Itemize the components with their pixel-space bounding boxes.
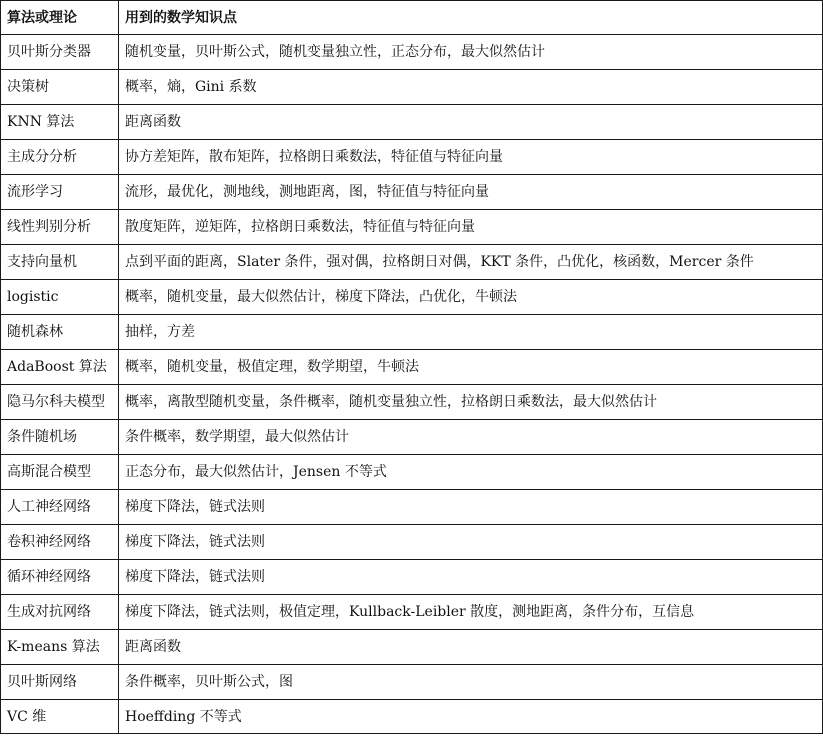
algorithm-cell: 贝叶斯网络 bbox=[1, 665, 119, 700]
table-row bbox=[1, 105, 823, 140]
knowledge-cell: 条件概率，数学期望，最大似然估计 bbox=[119, 420, 823, 455]
algorithm-cell: 隐马尔科夫模型 bbox=[1, 385, 119, 420]
table-row bbox=[1, 560, 823, 595]
algorithm-cell: 决策树 bbox=[1, 70, 119, 105]
knowledge-cell: Hoeffding 不等式 bbox=[119, 700, 823, 734]
table-row bbox=[1, 140, 823, 175]
header-algorithm: 算法或理论 bbox=[1, 1, 119, 35]
algorithm-cell: 生成对抗网络 bbox=[1, 595, 119, 630]
algorithm-cell: 随机森林 bbox=[1, 315, 119, 350]
table-row bbox=[1, 70, 823, 105]
knowledge-cell: 梯度下降法，链式法则 bbox=[119, 525, 823, 560]
algorithm-cell: 支持向量机 bbox=[1, 245, 119, 280]
algorithm-cell: 流形学习 bbox=[1, 175, 119, 210]
algorithm-cell: 人工神经网络 bbox=[1, 490, 119, 525]
algorithm-cell: 条件随机场 bbox=[1, 420, 119, 455]
algorithm-cell: 循环神经网络 bbox=[1, 560, 119, 595]
algorithm-cell: KNN 算法 bbox=[1, 105, 119, 140]
knowledge-cell: 梯度下降法，链式法则，极值定理，Kullback-Leibler 散度，测地距离，条件分布，互信息 bbox=[119, 595, 823, 630]
algorithm-cell: 高斯混合模型 bbox=[1, 455, 119, 490]
table-row bbox=[1, 35, 823, 70]
knowledge-cell: 梯度下降法，链式法则 bbox=[119, 490, 823, 525]
knowledge-cell: 正态分布，最大似然估计，Jensen 不等式 bbox=[119, 455, 823, 490]
knowledge-cell: 概率，随机变量，最大似然估计，梯度下降法，凸优化，牛顿法 bbox=[119, 280, 823, 315]
table-row bbox=[1, 280, 823, 315]
table-row bbox=[1, 210, 823, 245]
algorithm-cell: VC 维 bbox=[1, 700, 119, 734]
table-row bbox=[1, 455, 823, 490]
knowledge-cell: 抽样，方差 bbox=[119, 315, 823, 350]
table-row bbox=[1, 665, 823, 700]
knowledge-cell: 梯度下降法，链式法则 bbox=[119, 560, 823, 595]
knowledge-cell: 概率，熵，Gini 系数 bbox=[119, 70, 823, 105]
algorithm-cell: 卷积神经网络 bbox=[1, 525, 119, 560]
table-row bbox=[1, 700, 823, 734]
table-row bbox=[1, 630, 823, 665]
table-row bbox=[1, 315, 823, 350]
algorithm-cell: AdaBoost 算法 bbox=[1, 350, 119, 385]
algorithm-cell: K-means 算法 bbox=[1, 630, 119, 665]
algorithm-cell: 主成分分析 bbox=[1, 140, 119, 175]
knowledge-cell: 条件概率，贝叶斯公式，图 bbox=[119, 665, 823, 700]
knowledge-cell: 流形，最优化，测地线，测地距离，图，特征值与特征向量 bbox=[119, 175, 823, 210]
knowledge-cell: 点到平面的距离，Slater 条件，强对偶，拉格朗日对偶，KKT 条件，凸优化，核函数，Mercer 条件 bbox=[119, 245, 823, 280]
table-row bbox=[1, 490, 823, 525]
table-row bbox=[1, 595, 823, 630]
table-header-row bbox=[1, 1, 823, 35]
table-row bbox=[1, 385, 823, 420]
knowledge-cell: 随机变量，贝叶斯公式，随机变量独立性，正态分布，最大似然估计 bbox=[119, 35, 823, 70]
table-row bbox=[1, 245, 823, 280]
algorithm-cell: logistic bbox=[1, 280, 119, 315]
algorithm-cell: 贝叶斯分类器 bbox=[1, 35, 119, 70]
table-row bbox=[1, 420, 823, 455]
knowledge-cell: 距离函数 bbox=[119, 630, 823, 665]
table-row bbox=[1, 350, 823, 385]
knowledge-cell: 概率，随机变量，极值定理，数学期望，牛顿法 bbox=[119, 350, 823, 385]
knowledge-cell: 散度矩阵，逆矩阵，拉格朗日乘数法，特征值与特征向量 bbox=[119, 210, 823, 245]
table-row bbox=[1, 175, 823, 210]
algorithm-cell: 线性判别分析 bbox=[1, 210, 119, 245]
knowledge-cell: 距离函数 bbox=[119, 105, 823, 140]
knowledge-cell: 协方差矩阵，散布矩阵，拉格朗日乘数法，特征值与特征向量 bbox=[119, 140, 823, 175]
knowledge-cell: 概率，离散型随机变量，条件概率，随机变量独立性，拉格朗日乘数法，最大似然估计 bbox=[119, 385, 823, 420]
table-row bbox=[1, 525, 823, 560]
header-math-knowledge: 用到的数学知识点 bbox=[119, 1, 823, 35]
